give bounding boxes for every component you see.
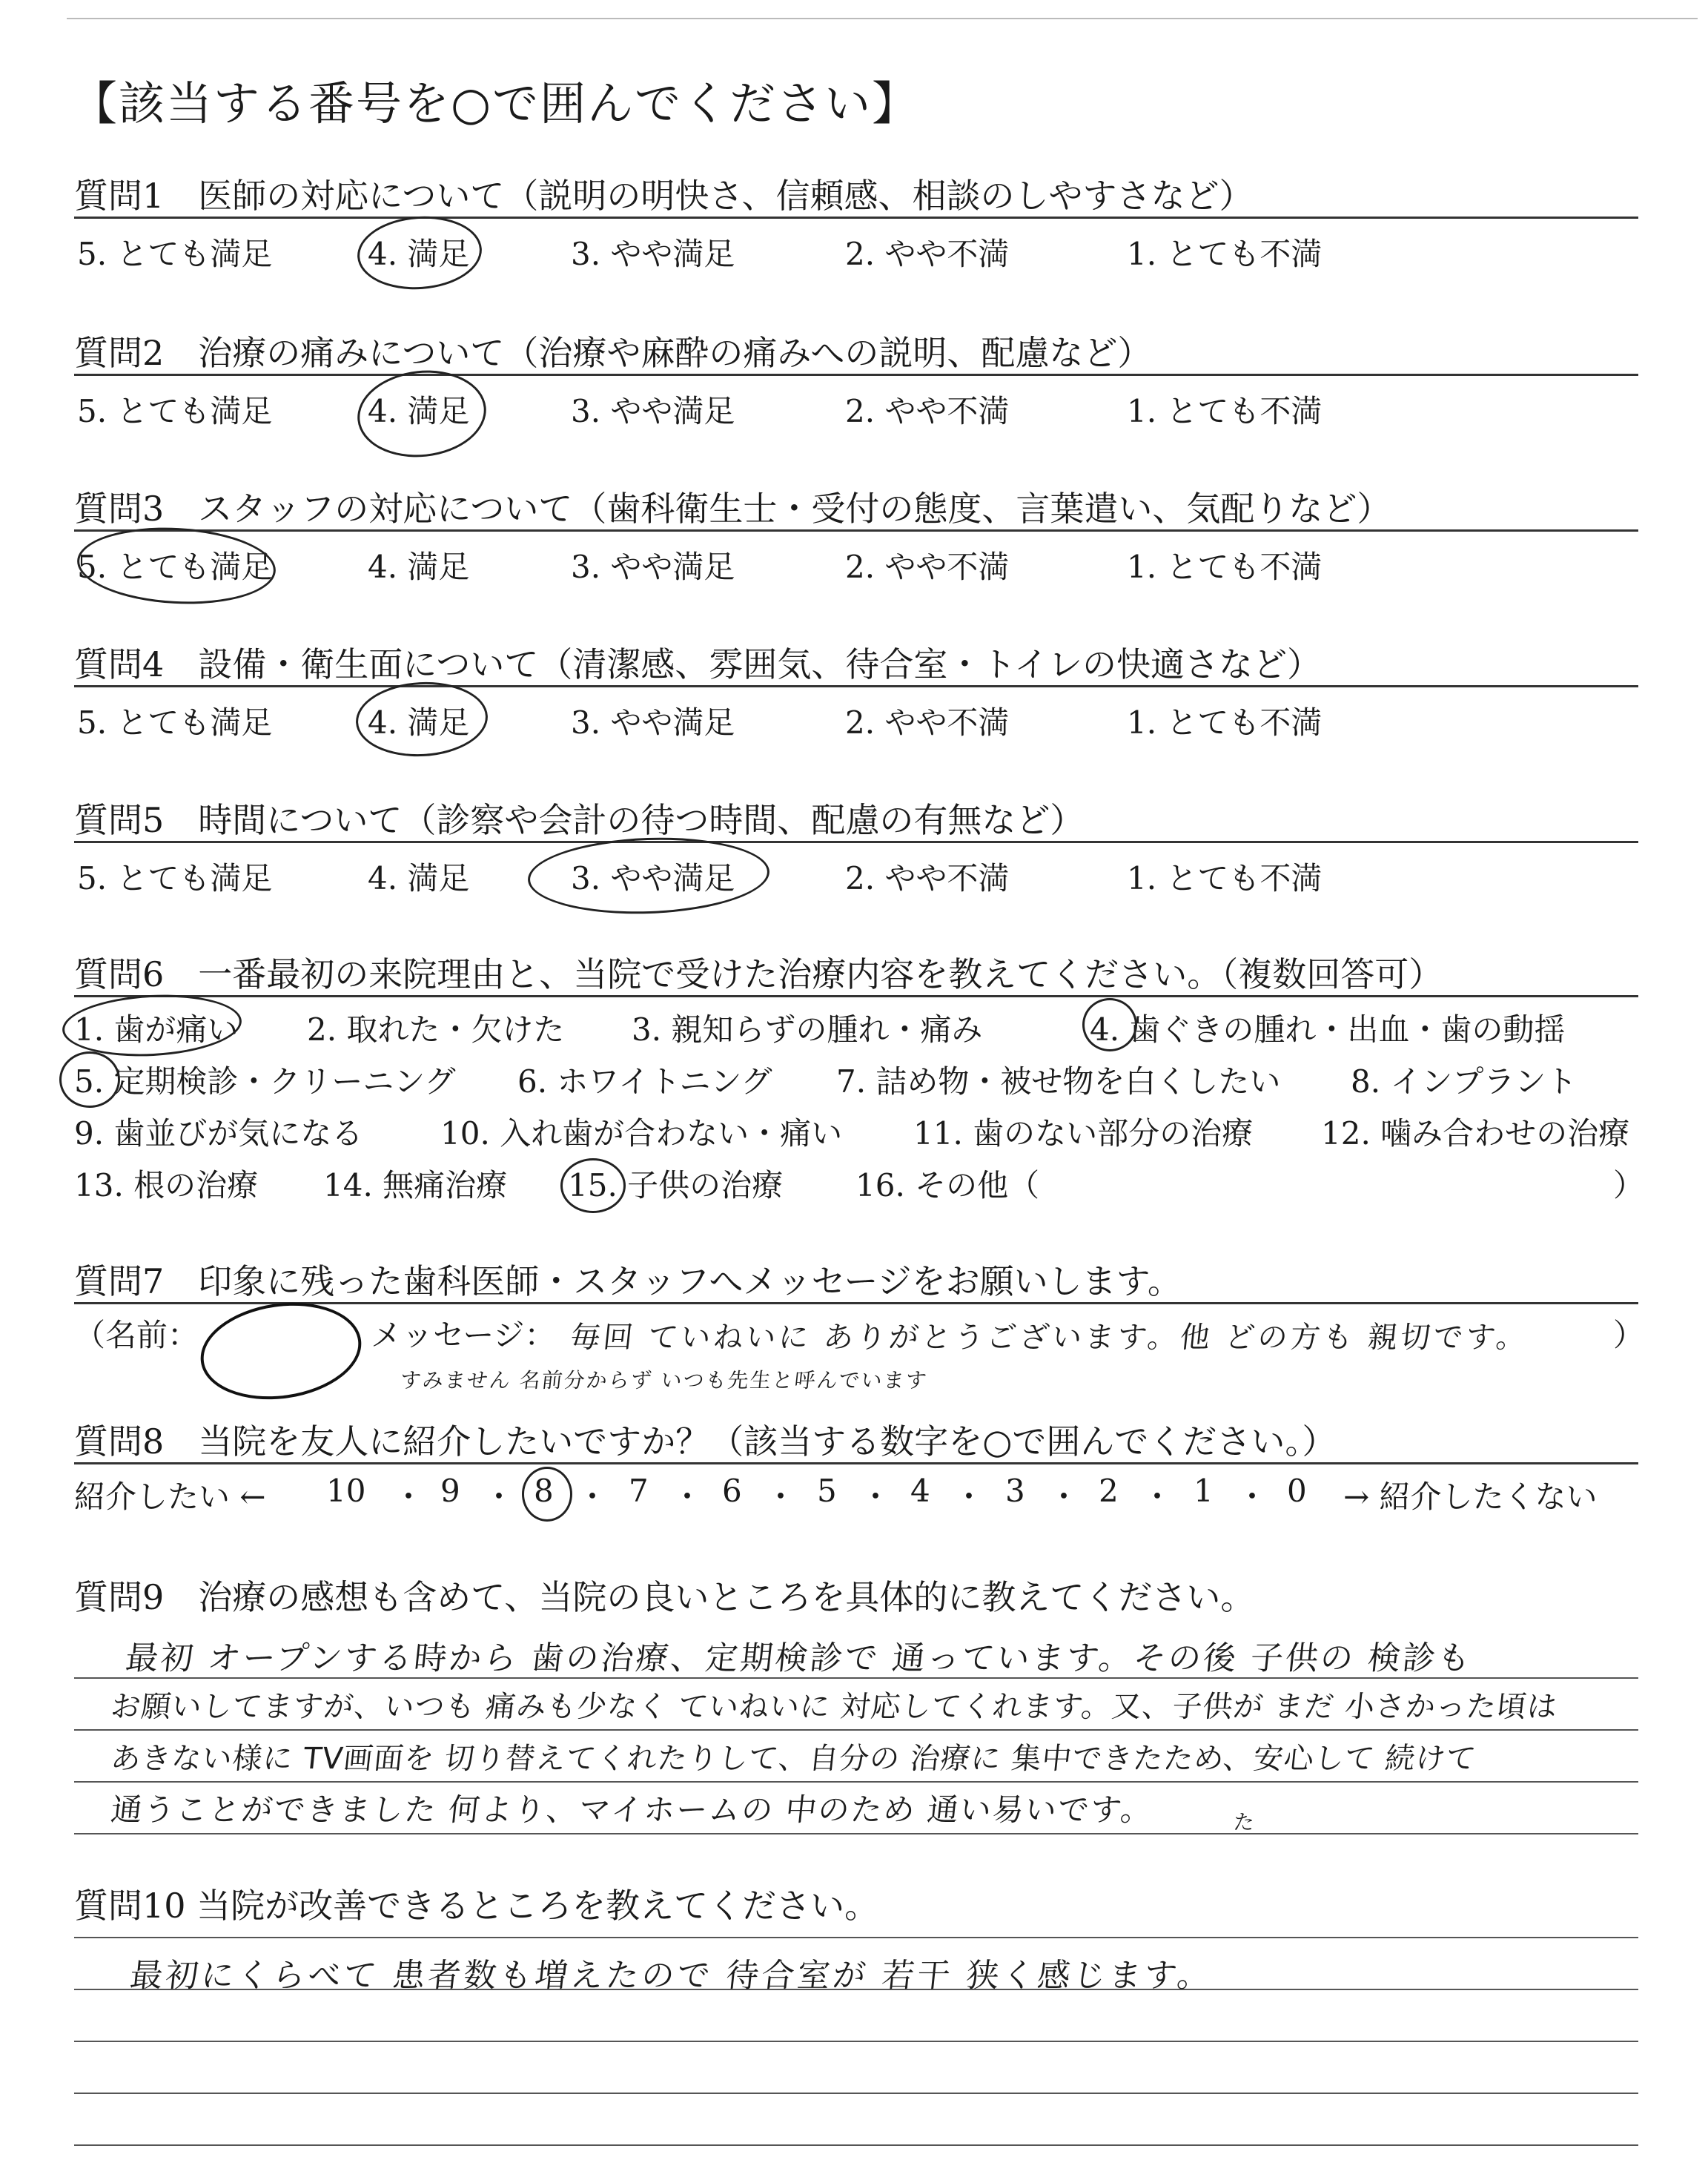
q8-right-label: → 紹介したくない <box>1343 1479 1598 1515</box>
q6-option-8[interactable]: 8. インプラント <box>1351 1063 1578 1100</box>
q8-score-0[interactable]: 0 <box>1287 1473 1307 1509</box>
q5-option-3[interactable]: 3. やや満足 <box>571 860 735 896</box>
q3-option-2[interactable]: 2. やや不満 <box>845 549 1010 585</box>
question-8-rule <box>74 1462 1638 1464</box>
q1-option-3[interactable]: 3. やや満足 <box>571 236 735 272</box>
q1-selection-circle <box>355 212 484 293</box>
q3-selection-circle <box>76 523 278 609</box>
q8-sep: ・ <box>672 1479 704 1515</box>
q6-option-4[interactable]: 4. 歯ぐきの腫れ・出血・歯の動揺 <box>1090 1011 1566 1048</box>
q10-answer-line-2 <box>74 2041 1638 2042</box>
q4-selection-circle <box>354 678 490 759</box>
q2-option-4[interactable]: 4. 満足 <box>368 393 470 429</box>
q8-score-2[interactable]: 2 <box>1099 1473 1119 1509</box>
q6-circle-5 <box>59 1051 120 1108</box>
q8-score-4[interactable]: 4 <box>910 1473 930 1509</box>
question-2-title: 質問2 治療の痛みについて（治療や麻酔の痛みへの説明、配慮など） <box>74 333 1152 373</box>
q8-score-1[interactable]: 1 <box>1194 1473 1214 1509</box>
q8-sep: ・ <box>765 1479 797 1515</box>
redacted-name-mark <box>194 1292 368 1409</box>
q5-selection-circle <box>526 833 770 917</box>
q8-sep: ・ <box>1237 1479 1268 1515</box>
q8-score-9[interactable]: 9 <box>440 1473 460 1509</box>
q1-option-5[interactable]: 5. とても満足 <box>77 236 273 272</box>
q6-option-5[interactable]: 5. 定期検診・クリーニング <box>74 1063 456 1100</box>
q8-score-7[interactable]: 7 <box>629 1473 649 1509</box>
question-8-title: 質問8 当院を友人に紹介したいですか？（該当する数字を○で囲んでください。） <box>74 1421 1337 1462</box>
q2-option-5[interactable]: 5. とても満足 <box>77 393 273 429</box>
q10-answer-line-3 <box>74 2093 1638 2094</box>
q6-option-15[interactable]: 15. 子供の治療 <box>568 1167 784 1203</box>
q8-score-8[interactable]: 8 <box>534 1473 554 1509</box>
question-5-rule <box>74 841 1638 843</box>
q10-answer-line-0 <box>74 1937 1638 1938</box>
q3-option-1[interactable]: 1. とても不満 <box>1127 549 1323 585</box>
q8-sep: ・ <box>860 1479 892 1515</box>
q4-option-5[interactable]: 5. とても満足 <box>77 704 273 741</box>
scan-top-line <box>67 18 1698 19</box>
page-header: 【該当する番号を○で囲んでください】 <box>71 76 920 131</box>
q6-option-16-close: ） <box>1613 1167 1645 1203</box>
question-3-rule <box>74 529 1638 532</box>
q6-option-13[interactable]: 13. 根の治療 <box>74 1167 259 1203</box>
q8-score-3[interactable]: 3 <box>1005 1473 1025 1509</box>
q1-option-1[interactable]: 1. とても不満 <box>1127 236 1323 272</box>
question-4-title: 質問4 設備・衛生面について（清潔感、雰囲気、待合室・トイレの快適さなど） <box>74 644 1322 684</box>
q2-selection-circle <box>353 364 490 463</box>
question-3-title: 質問3 スタッフの対応について（歯科衛生士・受付の態度、言葉遣い、気配りなど） <box>74 489 1391 529</box>
q6-option-2[interactable]: 2. 取れた・欠けた <box>307 1011 565 1048</box>
q6-option-9[interactable]: 9. 歯並びが気になる <box>74 1115 363 1152</box>
q9-answer-line-4 <box>74 1833 1638 1834</box>
q8-selection-circle <box>522 1467 572 1522</box>
q9-correction-mark: た <box>1232 1810 1257 1834</box>
q8-score-10[interactable]: 10 <box>326 1473 366 1509</box>
q5-option-5[interactable]: 5. とても満足 <box>77 860 273 896</box>
q9-answer-text-3: あきない様に TV画面を 切り替えてくれたりして、自分の 治療に 集中できたため、安心して 続けて <box>109 1742 1479 1776</box>
q6-option-7[interactable]: 7. 詰め物・被せ物を白くしたい <box>836 1063 1281 1100</box>
q6-circle-1 <box>61 991 243 1061</box>
q6-option-3[interactable]: 3. 親知らずの腫れ・痛み <box>632 1011 983 1048</box>
q7-message-line-2: すみません 名前分からず いつも先生と呼んでいます <box>399 1368 930 1393</box>
q6-option-14[interactable]: 14. 無痛治療 <box>323 1167 508 1203</box>
q8-score-5[interactable]: 5 <box>817 1473 837 1509</box>
q7-message-label: メッセージ： <box>371 1317 556 1353</box>
question-9-title: 質問9 治療の感想も含めて、当院の良いところを具体的に教えてください。 <box>74 1577 1255 1617</box>
q8-sep: ・ <box>953 1479 985 1515</box>
q10-answer-line-4 <box>74 2144 1638 2146</box>
q9-answer-text-2: お願いしてますが、いつも 痛みも少なく ていねいに 対応してくれます。又、子供が まだ 小さかった頃は <box>109 1690 1560 1724</box>
q2-option-3[interactable]: 3. やや満足 <box>571 393 735 429</box>
q2-option-1[interactable]: 1. とても不満 <box>1127 393 1323 429</box>
question-2-rule <box>74 374 1638 376</box>
q6-option-12[interactable]: 12. 噛み合わせの治療 <box>1321 1115 1630 1152</box>
q7-close-paren: ） <box>1613 1317 1645 1353</box>
question-1-rule <box>74 217 1638 219</box>
q8-score-6[interactable]: 6 <box>722 1473 742 1509</box>
question-7-title: 質問7 印象に残った歯科医師・スタッフへメッセージをお願いします。 <box>74 1261 1182 1301</box>
question-6-rule <box>74 995 1638 997</box>
q7-name-label: （名前： <box>74 1317 199 1353</box>
q8-sep: ・ <box>1048 1479 1080 1515</box>
question-1-title: 質問1 医師の対応について（説明の明快さ、信頼感、相談のしやすさなど） <box>74 176 1254 216</box>
question-5-title: 質問5 時間について（診察や会計の待つ時間、配慮の有無など） <box>74 800 1085 840</box>
q8-sep: ・ <box>483 1479 515 1515</box>
q6-option-11[interactable]: 11. 歯のない部分の治療 <box>913 1115 1254 1152</box>
q1-option-2[interactable]: 2. やや不満 <box>845 236 1010 272</box>
q4-option-4[interactable]: 4. 満足 <box>368 704 470 741</box>
q9-answer-text-1: 最初 オープンする時から 歯の治療、定期検診で 通っています。その後 子供の 検診も <box>123 1639 1474 1677</box>
q6-circle-4 <box>1082 998 1137 1051</box>
q1-option-4[interactable]: 4. 満足 <box>368 236 470 272</box>
question-4-rule <box>74 685 1638 687</box>
q6-option-10[interactable]: 10. 入れ歯が合わない・痛い <box>440 1115 843 1152</box>
q5-option-2[interactable]: 2. やや不満 <box>845 860 1010 896</box>
q8-sep: ・ <box>1142 1479 1174 1515</box>
q2-option-2[interactable]: 2. やや不満 <box>845 393 1010 429</box>
q6-circle-15 <box>560 1158 626 1213</box>
q6-option-1[interactable]: 1. 歯が痛い <box>74 1011 239 1048</box>
q4-option-2[interactable]: 2. やや不満 <box>845 704 1010 741</box>
q6-option-6[interactable]: 6. ホワイトニング <box>517 1063 772 1100</box>
q8-sep: ・ <box>577 1479 609 1515</box>
q3-option-5[interactable]: 5. とても満足 <box>77 549 273 585</box>
q3-option-4[interactable]: 4. 満足 <box>368 549 470 585</box>
q3-option-3[interactable]: 3. やや満足 <box>571 549 735 585</box>
q8-sep: ・ <box>393 1479 425 1515</box>
q8-left-label: 紹介したい ← <box>74 1479 266 1515</box>
q9-answer-line-3 <box>74 1781 1638 1783</box>
q5-option-1[interactable]: 1. とても不満 <box>1127 860 1323 896</box>
q10-answer-text-1: 最初にくらべて 患者数も増えたので 待合室が 若干 狭く感じます。 <box>128 1957 1215 1995</box>
question-6-title: 質問6 一番最初の来院理由と、当院で受けた治療内容を教えてください。（複数回答可） <box>74 954 1443 994</box>
q9-answer-text-4: 通うことができました 何より、マイホームの 中のため 通い易いです。 <box>109 1791 1156 1828</box>
q4-option-3[interactable]: 3. やや満足 <box>571 704 735 741</box>
q6-option-16[interactable]: 16. その他（ <box>855 1167 1040 1203</box>
q4-option-1[interactable]: 1. とても不満 <box>1127 704 1323 741</box>
question-10-title: 質問10 当院が改善できるところを教えてください。 <box>74 1886 879 1926</box>
q7-message-line-1: 毎回 ていねいに ありがとうございます。他 どの方も 親切です。 <box>569 1321 1531 1355</box>
q5-option-4[interactable]: 4. 満足 <box>368 860 470 896</box>
q9-answer-line-2 <box>74 1729 1638 1731</box>
